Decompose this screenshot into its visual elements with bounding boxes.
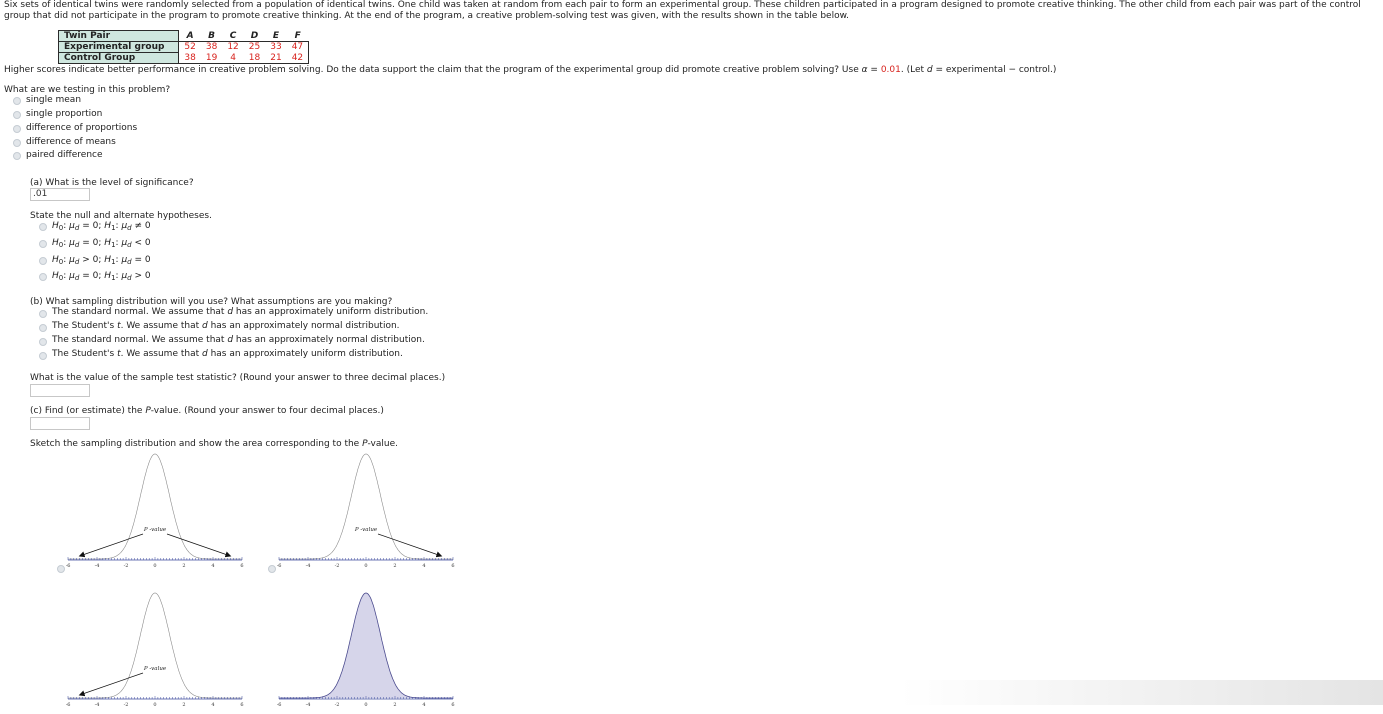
h1-relation: ≠ [134,221,143,231]
radio-hypothesis-2[interactable] [39,240,47,248]
pair-label: A [186,30,194,41]
h0-value: 0 [92,221,99,231]
hypothesis-option: $H_0$: $\mu_d = 0$; $H_1$: $\mu_d < 0$ [52,238,151,249]
option-text: has an approximately uniform distribution. [233,307,429,317]
hypothesis-option: $H_0$: $\mu_d > 0$; $H_1$: $\mu_d = 0$ [52,255,151,266]
pair-label: C [229,30,237,41]
distribution-option [52,349,403,359]
distribution-option [52,335,425,345]
part-b-prompt: (b) What sampling distribution will you use? What assumptions are you making? [30,297,393,307]
p-value-arrow [80,534,143,556]
h0-relation: = [82,271,90,281]
p-value-arrow [80,673,143,695]
p-value-label: P -value [354,527,378,533]
distribution-option [52,307,428,317]
tick-label: -6 [66,702,71,708]
radio-hypothesis-1[interactable] [39,223,47,231]
pair-label: D [250,30,259,41]
radio-hypothesis-3[interactable] [39,257,47,265]
option-text: . We assume that [120,349,202,359]
option-text: The Student's [52,321,118,331]
option-label: difference of means [26,137,116,147]
hypothesis-option: $H_0$: $\mu_d = 0$; $H_1$: $\mu_d > 0$ [52,271,151,282]
radio-distribution-3[interactable] [39,338,47,346]
row-label-experimental: Experimental group [59,42,179,53]
option-label: single mean [26,95,82,105]
prompt-text: -value. (Round your answer to four decimal places.) [150,406,384,416]
significance-input[interactable] [30,188,90,201]
p-variable: P [362,439,368,449]
question-part: . (Let [900,65,927,75]
question-part: = experimental − control.) [932,65,1057,75]
table-cell: 12 [222,42,243,53]
table-cell: 33 [265,42,286,53]
radio-sketch-2[interactable] [268,565,276,573]
alpha-value: 0.01 [880,65,901,75]
tick-label: 2 [393,563,397,569]
pair-label: E [272,30,280,41]
radio-distribution-2[interactable] [39,324,47,332]
radio-distribution-4[interactable] [39,352,47,360]
tick-label: 6 [240,702,244,708]
tick-label: -6 [277,563,282,569]
tick-label: 2 [182,702,186,708]
d-variable: d [926,65,933,75]
table-cell: 18 [244,53,265,64]
prompt-text: Sketch the sampling distribution and show the area corresponding to the [30,439,363,449]
d-variable: d [227,307,234,317]
sketch-prompt [30,439,398,449]
tick-label: -2 [334,702,340,708]
table-cell: 38 [201,42,222,53]
h0-relation: > [82,255,90,265]
part-c-prompt [30,406,384,416]
tick-label: 0 [153,563,157,569]
tick-label: -6 [277,702,282,708]
tick-label: 0 [153,702,157,708]
h0-value: 0 [92,238,99,248]
p-value-arrow [378,534,441,556]
pair-label: B [208,30,216,41]
tick-label: -2 [123,702,129,708]
tick-label: -4 [305,563,311,569]
question-part: Higher scores indicate better performance in creative problem solving. Do the data support the claim that the program of the experimental group did promote creative problem solving? Use [4,65,862,75]
table-cell: 52 [179,42,201,53]
t-variable: t [117,349,121,359]
option-text: The Student's [52,349,118,359]
h0-relation: = [82,238,90,248]
density-curve [68,593,242,698]
tick-label: 6 [240,563,244,569]
table-cell: 42 [287,53,309,64]
shaded-area [279,593,453,698]
question-text [4,65,1056,75]
radio-sketch-1[interactable] [57,565,65,573]
table-cell: 4 [222,53,243,64]
tick-label: 4 [211,702,215,708]
testing-prompt: What are we testing in this problem? [4,85,171,95]
pair-label: F [294,30,301,41]
h0-value: 0 [92,271,99,281]
tick-label: 0 [364,702,368,708]
problem-intro: Six sets of identical twins were randomly selected from a population of identical twins. One child was taken at random from each pair to form an experimental group. These children participated in a program designed to promote creative thinking. The other child from each pair was part of the control group that did not participate in the program to promote creative thinking. At the end of the program, a creative problem-solving test was given, with the results shown in the table below. [4,0,1361,21]
radio-single-mean[interactable] [13,97,21,105]
p-value-label: P -value [143,666,167,672]
h1-relation: > [134,271,143,281]
option-label: paired difference [26,150,103,160]
bottom-edge-shade [900,680,1383,705]
radio-single-proportion[interactable] [13,111,21,119]
tick-label: -4 [94,563,100,569]
prompt-text: (c) Find (or estimate) the [30,406,146,416]
tick-label: 4 [422,563,426,569]
option-text: has an approximately normal distribution. [207,321,400,331]
radio-difference-of-proportions[interactable] [13,125,21,133]
h0-value: 0 [92,255,99,265]
p-value-label: P -value [143,527,167,533]
h1-value: 0 [144,271,151,281]
test-statistic-input[interactable] [30,384,90,397]
h1-value: 0 [144,255,151,265]
hypotheses-prompt: State the null and alternate hypotheses. [30,211,212,221]
tick-label: 6 [451,702,455,708]
hypothesis-option: $H_0$: $\mu_d = 0$; $H_1$: $\mu_d \ne 0$ [52,221,151,232]
radio-distribution-1[interactable] [39,310,47,318]
tick-label: 0 [364,563,368,569]
tick-label: -4 [94,702,100,708]
sketch-graph-shaded [277,589,457,714]
option-text: has an approximately normal distribution. [233,335,425,345]
tick-label: -4 [305,702,311,708]
tick-label: 4 [422,702,426,708]
option-text: The standard normal. We assume that [52,307,228,317]
tick-label: -2 [123,563,129,569]
h1-value: 0 [144,221,151,231]
radio-difference-of-means[interactable] [13,139,21,147]
table-cell: 25 [244,42,265,53]
h1-relation: = [134,255,143,265]
table-cell: 19 [201,53,222,64]
d-variable: d [202,349,208,359]
table-cell: 47 [287,42,309,53]
d-variable: d [202,321,208,331]
density-curve [68,454,242,559]
radio-hypothesis-4[interactable] [39,273,47,281]
table-cell: 38 [179,53,201,64]
radio-paired-difference[interactable] [13,152,21,160]
table-header-label: Twin Pair [59,31,179,42]
tick-label: 4 [211,563,215,569]
p-value-arrow [167,534,230,556]
option-text: has an approximately uniform distribution. [207,349,403,359]
option-text: The standard normal. We assume that [52,335,228,345]
twin-data-table [58,30,309,64]
h0-relation: = [82,221,90,231]
sketch-graph-left-tail [66,589,246,714]
t-variable: t [117,321,121,331]
density-curve [279,454,453,559]
sketch-graph-right-tail [277,450,457,575]
tick-label: -2 [334,563,340,569]
p-variable: P [145,406,151,416]
option-label: difference of proportions [26,123,138,133]
prompt-text: -value. [367,439,398,449]
tick-label: 6 [451,563,455,569]
part-a-prompt: (a) What is the level of significance? [30,178,194,188]
tick-label: 2 [182,563,186,569]
h1-value: 0 [144,238,151,248]
option-label: single proportion [26,109,103,119]
option-text: . We assume that [120,321,202,331]
alpha-symbol: α = [861,65,881,75]
h1-relation: < [134,238,143,248]
row-label-control: Control Group [59,53,179,64]
test-statistic-prompt: What is the value of the sample test statistic? (Round your answer to three decimal places.) [30,373,446,383]
table-cell: 21 [265,53,286,64]
p-value-input[interactable] [30,417,90,430]
d-variable: d [227,335,234,345]
distribution-option [52,321,400,331]
tick-label: 2 [393,702,397,708]
tick-label: -6 [66,563,71,569]
sketch-graph-two-tail [66,450,246,575]
